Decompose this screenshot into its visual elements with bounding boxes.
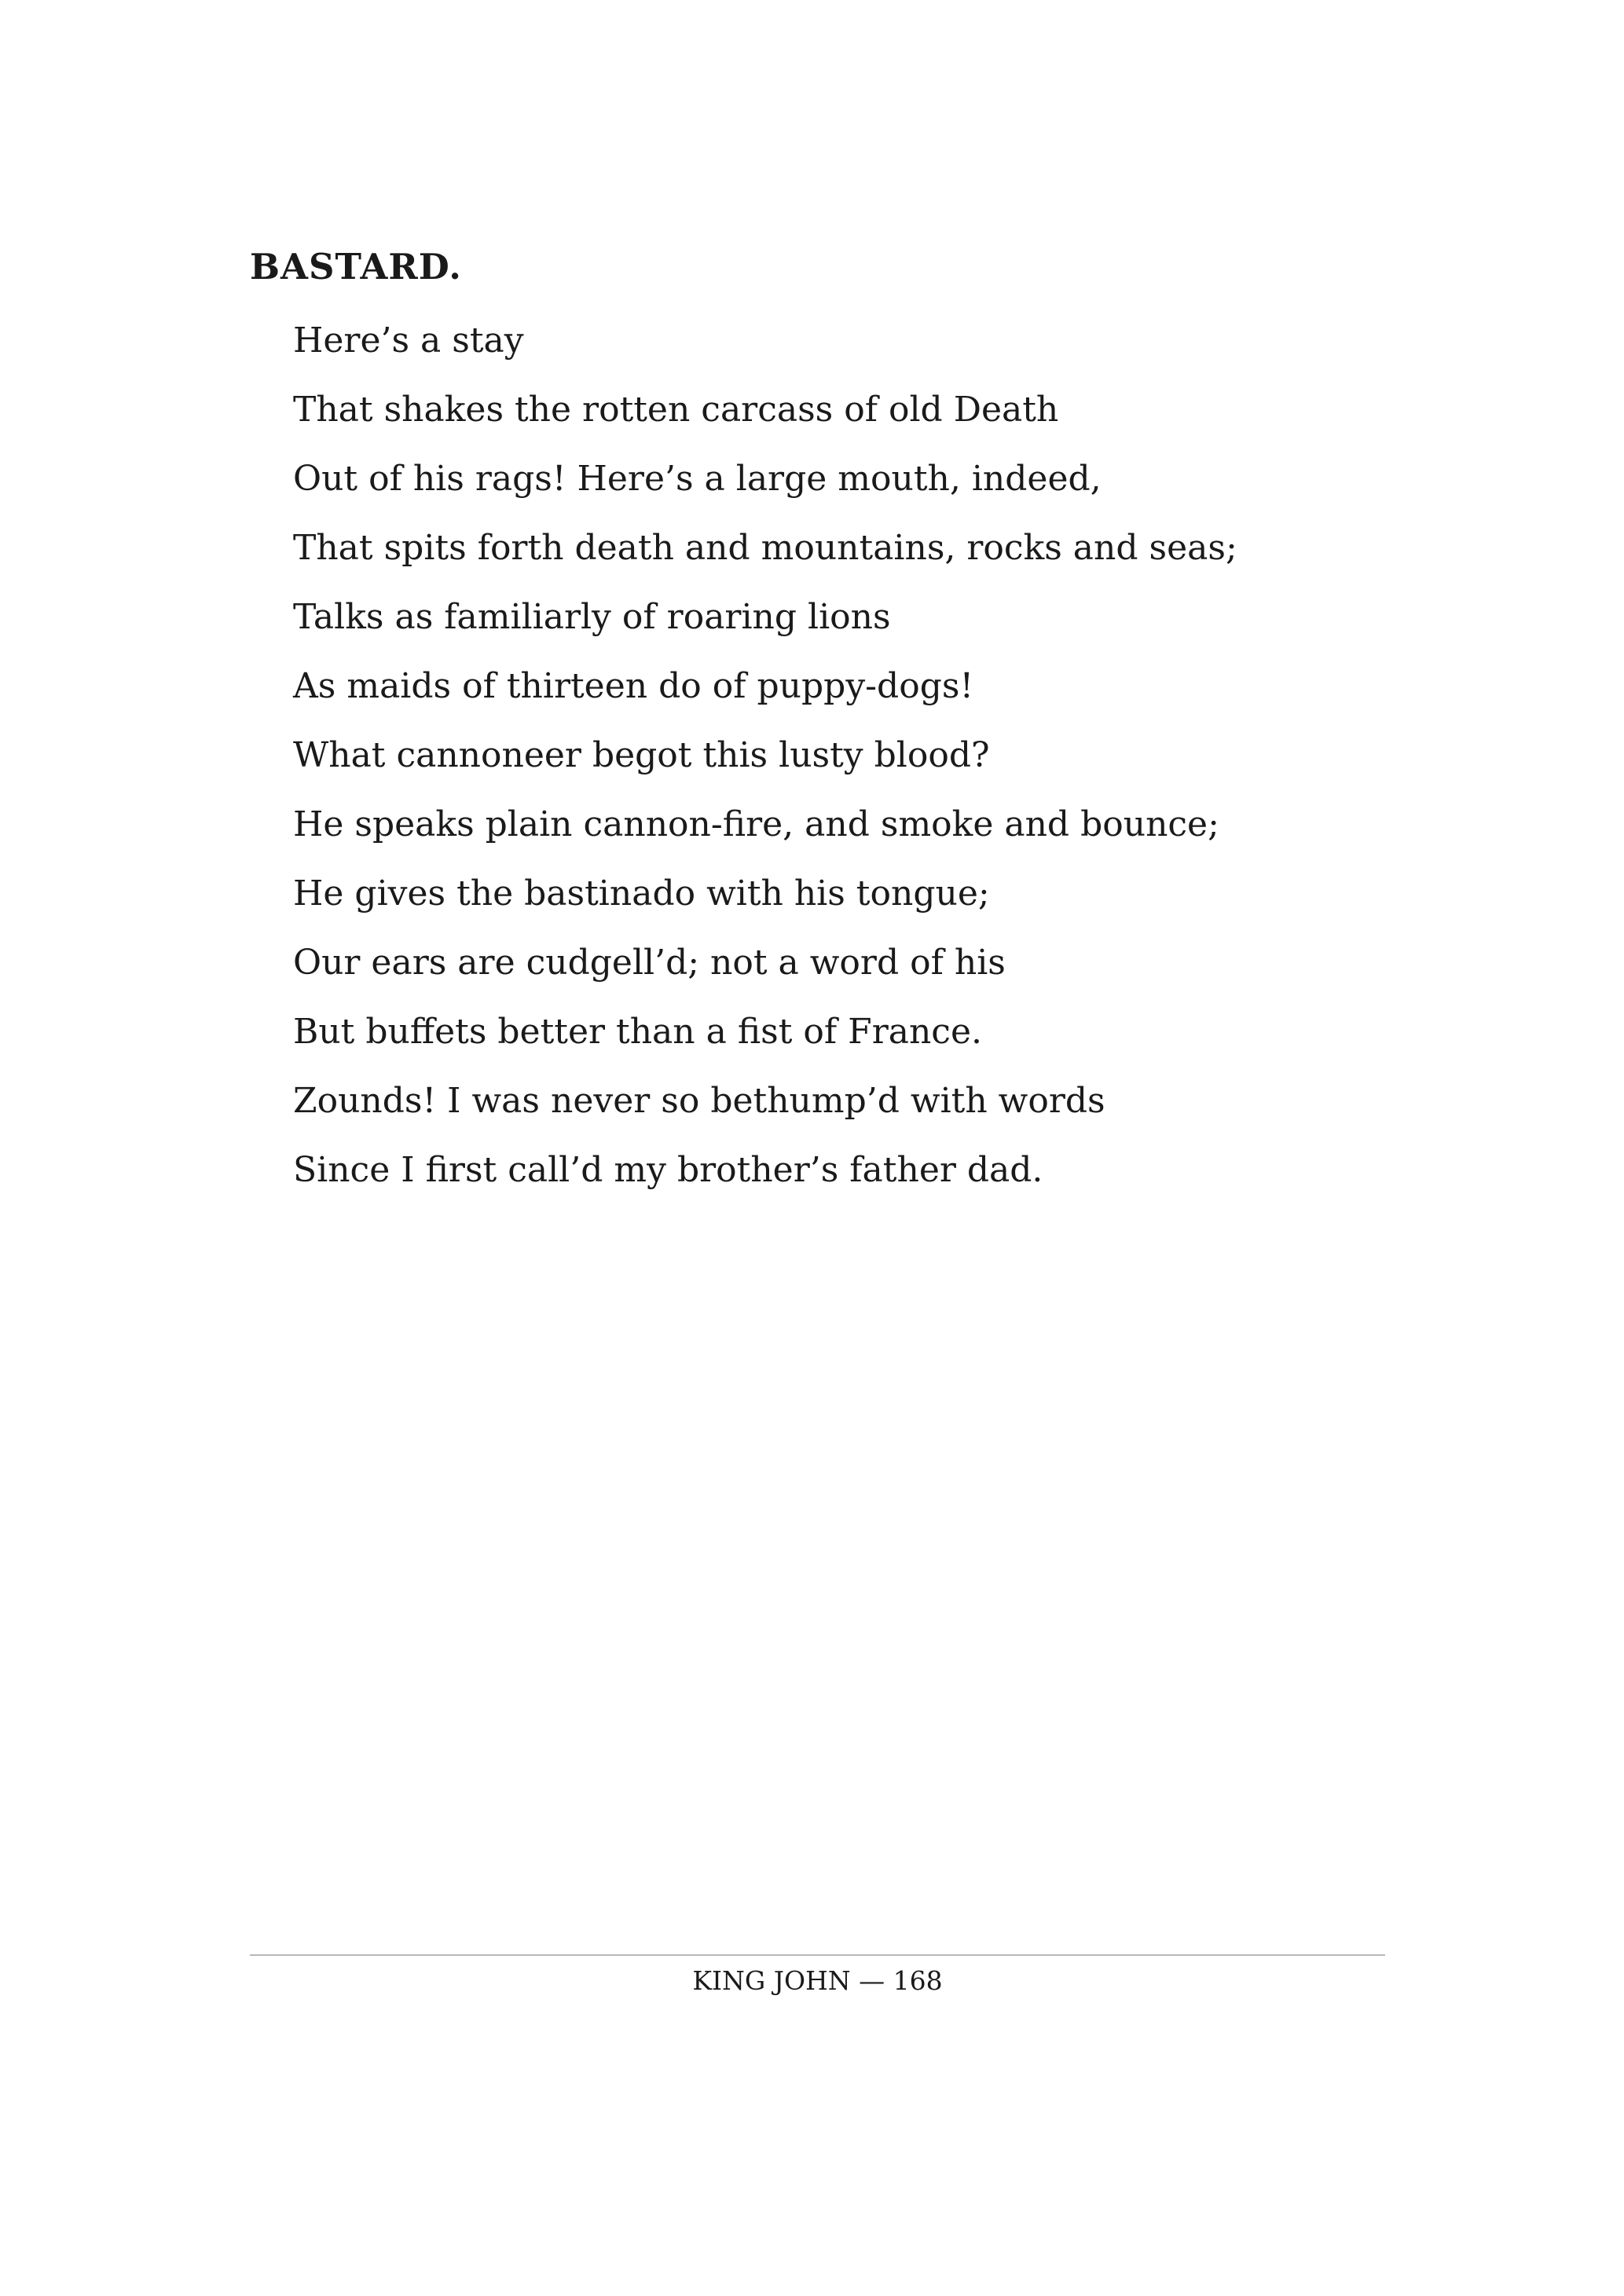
verse-line: Since I first call’d my brother’s father dad. [293,1150,1043,1190]
verse-line: He gives the bastinado with his tongue; [293,873,990,914]
verse-block [293,306,1237,1205]
verse-line: As maids of thirteen do of puppy-dogs! [293,666,974,706]
verse-line: That spits forth death and mountains, rocks and seas; [293,528,1237,568]
footer-divider [250,1954,1385,1956]
verse-line: Out of his rags! Here’s a large mouth, indeed, [293,459,1102,499]
verse-line: That shakes the rotten carcass of old Death [293,390,1059,430]
verse-line: What cannoneer begot this lusty blood? [293,735,990,775]
verse-line: But buffets better than a fist of France. [293,1012,982,1052]
verse-line: Zounds! I was never so bethump’d with words [293,1081,1105,1121]
verse-line: Here’s a stay [293,320,524,361]
verse-line: Our ears are cudgell’d; not a word of his [293,943,1006,983]
verse-line: He speaks plain cannon-fire, and smoke and bounce; [293,804,1219,844]
page-footer: KING JOHN — 168 [692,1965,943,1996]
speaker-name: BASTARD. [250,246,462,287]
verse-line: Talks as familiarly of roaring lions [293,597,891,637]
